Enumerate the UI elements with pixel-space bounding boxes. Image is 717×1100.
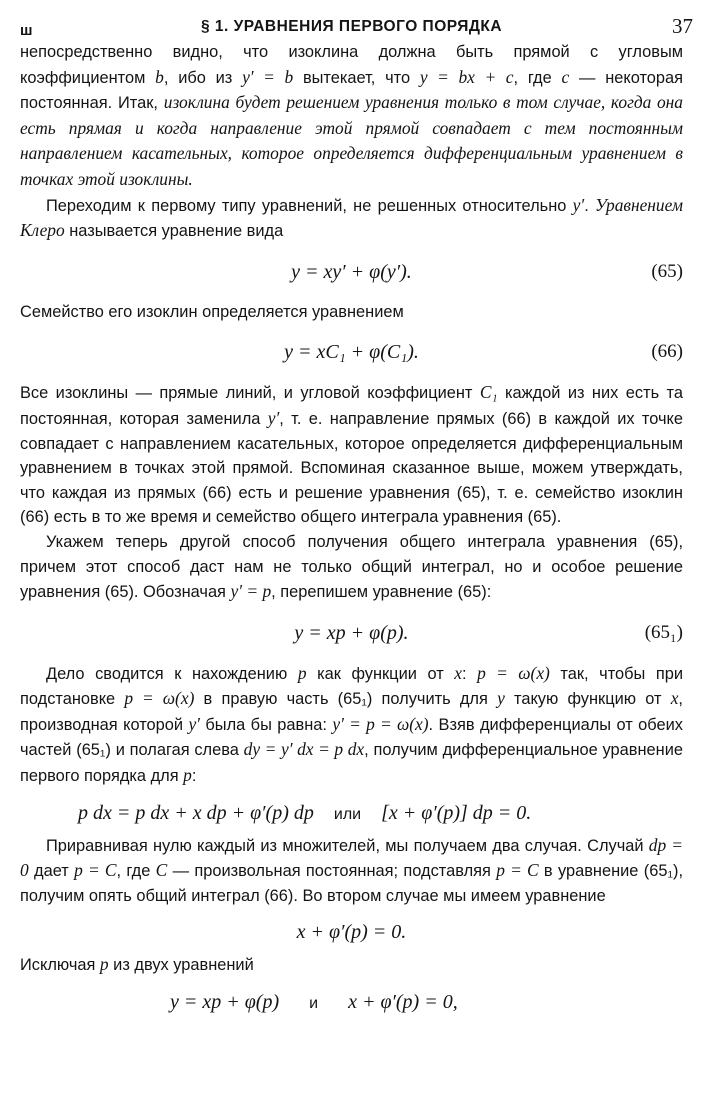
text-run: в правую часть (65₁) получить для [194, 690, 498, 709]
italic-text: y′ = b [242, 66, 294, 87]
equation-formula [20, 801, 683, 828]
paragraph [20, 833, 683, 909]
text-run: Приравнивая нулю каждый из множителей, мы получаем два случая. Случай [46, 836, 649, 855]
text-run: : [462, 664, 478, 683]
equation-65-1 [20, 613, 683, 653]
equation-number: (65₁) [644, 621, 683, 643]
text-run: непосредственно видно, что изоклина должна быть прямой с угловым коэффициентом [20, 43, 683, 87]
equation-number: (65) [651, 260, 683, 282]
text-run: вытекает, что [293, 68, 420, 87]
italic-text: C [155, 860, 168, 881]
paragraph [20, 530, 683, 605]
text-run: , перепишем уравнение (65): [271, 583, 492, 602]
text-run: , ибо из [163, 68, 243, 87]
paragraph [20, 40, 683, 193]
running-title: § 1. УРАВНЕНИЯ ПЕРВОГО ПОРЯДКА [200, 18, 503, 35]
paragraph [20, 380, 683, 530]
italic-text: y = bx + c [419, 66, 514, 87]
equation-formula: y = xy′ + φ(y′). [291, 260, 412, 283]
text-run: , где [513, 68, 562, 87]
text-run: дает [28, 862, 75, 881]
equation-left: p dx = p dx + x dp + φ′(p) dp [78, 801, 314, 824]
italic-text: x [454, 662, 462, 683]
equation-pair [20, 982, 683, 1018]
equation-right: [x + φ′(p)] dp = 0. [381, 801, 532, 824]
page-header [20, 14, 693, 40]
equation-left: y = xp + φ(p) [170, 991, 280, 1014]
italic-text: y′ = p [230, 581, 272, 602]
text-run: как функции от [306, 664, 455, 683]
equation-formula: x + φ′(p) = 0. [296, 921, 407, 944]
italic-text: p = ω(x) [124, 688, 195, 709]
text-run: Переходим к первому типу уравнений, не решенных относительно [46, 196, 573, 215]
equation-formula: y = xp + φ(p). [294, 621, 409, 644]
italic-text: y′ = p = ω(x) [332, 713, 429, 734]
italic-text: p = C [74, 860, 117, 881]
italic-text: y′ [188, 713, 200, 734]
paragraph [20, 661, 683, 789]
text-run: . [584, 196, 596, 215]
italic-text: c [561, 66, 570, 87]
text-run: , получим дифференциальное уравнение первого порядка для [20, 741, 683, 786]
equation-formula [20, 990, 683, 1017]
text-run: называется уравнение вида [64, 222, 284, 241]
text-run: каждой из них есть та постоянная, которая заменила [20, 384, 683, 428]
equation-x-phi [20, 912, 683, 948]
text-run: была бы равна: [199, 715, 333, 734]
text-run: — некоторая постоянная. Итак, [20, 68, 684, 113]
italic-text: p [183, 765, 192, 786]
page-number: 37 [672, 14, 693, 38]
italic-text: dy = y′ dx = p dx [243, 739, 365, 760]
italic-text: p [297, 662, 307, 683]
italic-text: y [497, 688, 505, 709]
text-run: так, чтобы при подстановке [20, 664, 684, 709]
text-run: Укажем теперь другой способ получения общего интеграла уравнения (65), причем этот способ даст нам не только общий интеграл, но и особое решение уравнения (65). Обозначая [20, 532, 683, 602]
italic-text: b [155, 66, 164, 87]
italic-text: y′ [267, 407, 280, 428]
paragraph [20, 300, 683, 325]
italic-text: p = C [496, 860, 539, 881]
italic-text: p = ω(x) [477, 662, 550, 683]
italic-text: изоклина будет решением уравнения только в том случае, когда она есть прямая и когда направление этой прямой совпадает с тем постоянным направлением касательных, которое определяется дифференциальным уравнением в точках этой изоклины. [20, 92, 684, 189]
paragraph [20, 952, 683, 978]
text-run: Все изоклины — прямые линий, и угловой коэффициент [20, 384, 480, 403]
equation-differential [20, 793, 683, 829]
text-run: , производная которой [20, 690, 683, 734]
equation-separator: или [333, 805, 362, 823]
italic-text: y′ [572, 194, 585, 215]
page-body [20, 40, 683, 1018]
paragraph [20, 193, 683, 244]
text-run: Исключая [20, 956, 100, 975]
equation-66 [20, 332, 683, 372]
equation-separator: и [309, 995, 319, 1013]
text-run: : [191, 767, 197, 786]
italic-text: dp = 0 [20, 834, 683, 881]
italic-text: p [99, 954, 109, 975]
text-run: из двух уравнений [108, 956, 254, 975]
italic-text: Уравнением Клеро [20, 194, 684, 241]
italic-text: C₁ [479, 382, 498, 403]
text-run: Дело сводится к нахождению [46, 664, 298, 683]
text-run: . Взяв дифференциалы от обеих частей (65₁) и полагая слева [20, 715, 683, 760]
text-run: Семейство его изоклин определяется уравнением [20, 302, 404, 321]
header-corner-mark: ш [20, 22, 33, 39]
equation-formula: y = xC₁ + φ(C₁). [284, 341, 419, 364]
italic-text: x [670, 688, 679, 709]
text-run: , где [116, 862, 156, 881]
equation-right: x + φ′(p) = 0, [348, 991, 458, 1014]
text-run: в уравнение (65₁), получим опять общий интеграл (66). Во втором случае мы имеем уравнение [20, 862, 684, 905]
equation-65 [20, 252, 683, 292]
equation-number: (66) [651, 341, 683, 363]
text-run: — произвольная постоянная; подставляя [167, 862, 497, 881]
text-run: , т. е. направление прямых (66) в каждой их точке совпадает с направлением касательных, которое определяется дифференциальным уравнением в точках этой прямой. Вспоминая сказанное выше, можем утверждать, что каждая из прямых (66) есть и решение уравнения (65), т. е. семейство изоклин (66) есть в то же время и семейство общего интеграла уравнения (65). [20, 409, 683, 527]
text-run: такую функцию от [504, 690, 671, 709]
